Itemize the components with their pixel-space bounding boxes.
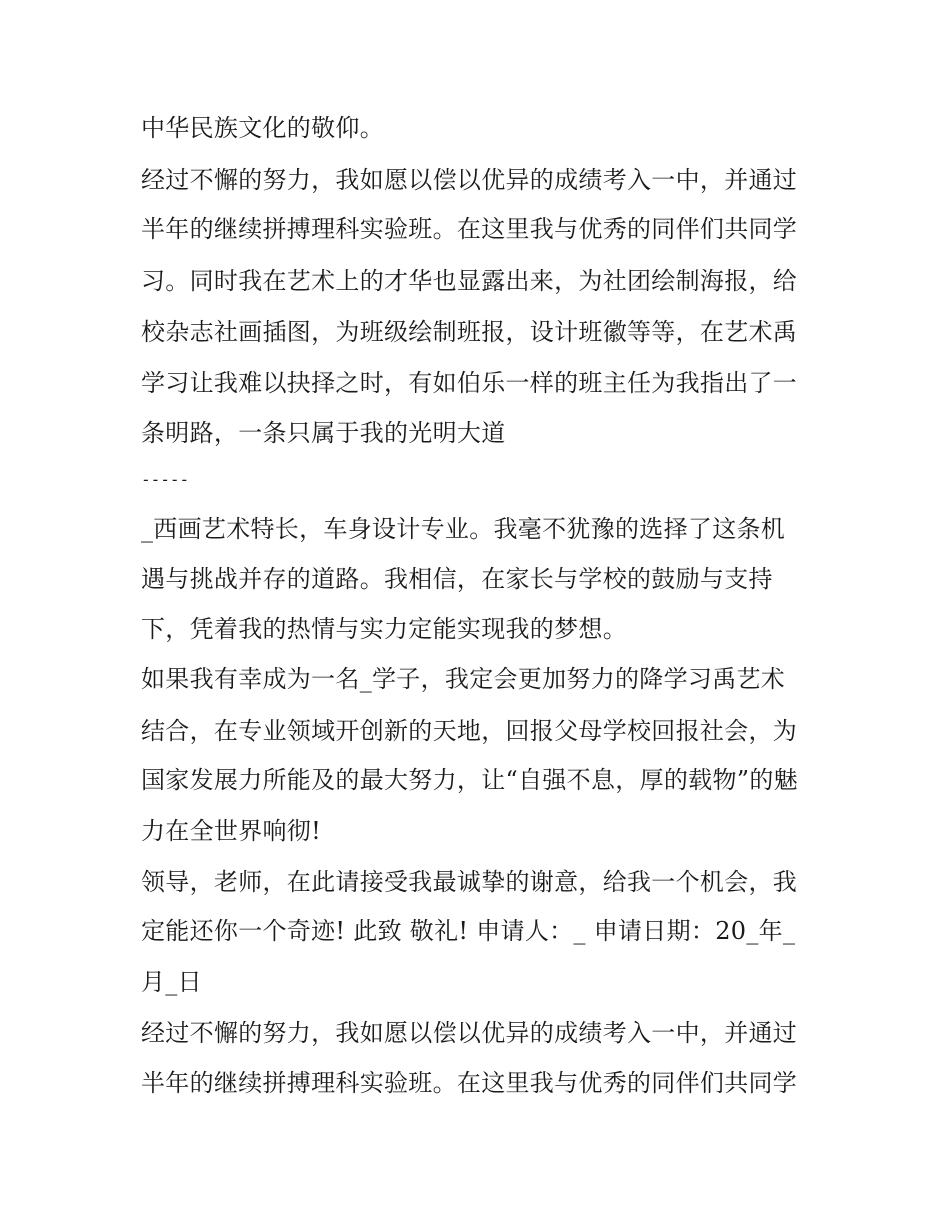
text-line: 习。同时我在艺术上的才华也显露出来，为社团绘制海报，给 (141, 267, 798, 295)
text-line: 经过不懈的努力，我如愿以偿以优异的成绩考入一中，并通过 (141, 166, 798, 194)
text-line: 学习让我难以抉择之时，有如伯乐一样的班主任为我指出了一 (141, 369, 798, 397)
text-line: 半年的继续拼搏理科实验班。在这里我与优秀的同伴们共同学 (141, 1069, 798, 1097)
text-line: 结合，在专业领域开创新的天地，回报父母学校回报社会，为 (141, 717, 798, 745)
text-line: 定能还你一个奇迹! 此致 敬礼! 申请人：_ 申请日期：20_年_ (141, 917, 796, 945)
text-line: 半年的继续拼搏理科实验班。在这里我与优秀的同伴们共同学 (141, 215, 798, 243)
separator-dashes: ----- (141, 470, 190, 489)
text-line: 经过不懈的努力，我如愿以偿以优异的成绩考入一中，并通过 (141, 1019, 798, 1047)
text-line: 中华民族文化的敬仰。 (141, 114, 384, 142)
text-line: 遇与挑战并存的道路。我相信，在家长与学校的鼓励与支持 (141, 565, 773, 593)
text-line: 条明路，一条只属于我的光明大道 (141, 419, 506, 447)
text-line: _西画艺术特长，车身设计专业。我毫不犹豫的选择了这条机 (141, 515, 786, 543)
text-line: 校杂志社画插图，为班级绘制班报，设计班徽等等，在艺术禹 (141, 318, 798, 346)
text-line: 月_日 (141, 968, 202, 996)
text-line: 领导，老师，在此请接受我最诚挚的谢意，给我一个机会，我 (141, 868, 798, 896)
text-line: 下，凭着我的热情与实力定能实现我的梦想。 (141, 615, 627, 643)
text-line: 国家发展力所能及的最大努力，让“自强不息，厚的载物”的魅 (141, 766, 798, 794)
text-line: 力在全世界响彻! (141, 817, 322, 845)
text-line: 如果我有幸成为一名_学子，我定会更加努力的降学习禹艺术 (141, 665, 786, 693)
